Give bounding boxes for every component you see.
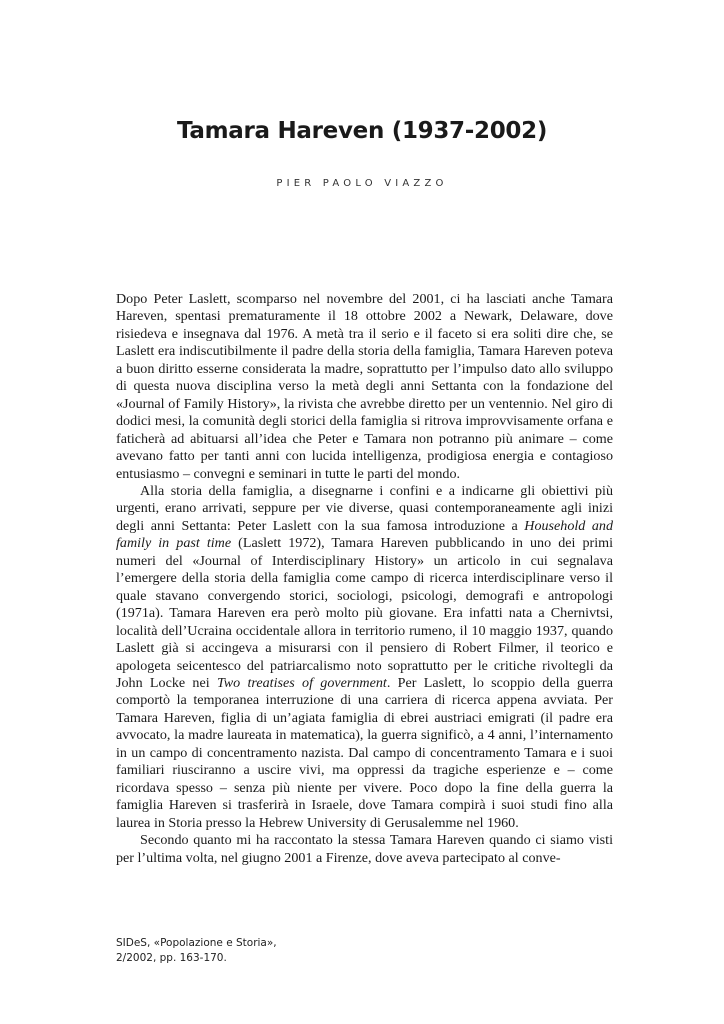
paragraph bbox=[116, 832, 613, 867]
paragraph-text: . Per Laslett, lo scoppio della guerra comportò la temporanea interruzione di una carriera di ricerca appena avviata. Per Tamara Hareven, figlia di un’agiata famiglia di ebrei austriaci emigrati (il padre era avvocato, la madre laureata in matematica), la guerra significò, a 4 anni, l’internamento in un campo di concentramento nazista. Dal campo di concentramento Tamara e i suoi familiari riusciranno a uscire vivi, ma oppressi da tragiche esperienze e – come ricordava spesso – senza più niente per vivere. Poco dopo la fine della guerra la famiglia Hareven si trasferirà in Israele, dove Tamara compirà i suoi studi fino alla laurea in Storia presso la Hebrew University di Gerusalemme nel 1960. bbox=[116, 674, 613, 831]
book-title-italic: Household and family in past time bbox=[116, 517, 613, 552]
paragraph-text: (Laslett 1972), Tamara Hareven pubblicando in uno dei primi numeri del «Journal of Interdisciplinary History» un articolo in cui segnalava l’emergere della storia della famiglia come campo di ricerca interdisciplinare verso il quale stavano convergendo storici, sociologi, psicologi, demografi e antropologi (1971a). Tamara Hareven era però molto più giovane. Era infatti nata a Chernivtsi, località dell’Ucraina occidentale allora in territorio rumeno, il 10 maggio 1937, quando Laslett già si accingeva a misurarsi con il pensiero di Robert Filmer, il teorico e apologeta seicentesco del patriarcalismo noto soprattutto per le critiche rivoltegli da John Locke nei bbox=[116, 535, 613, 691]
citation-footer bbox=[116, 936, 277, 966]
citation-journal: SIDeS, «Popolazione e Storia», bbox=[116, 937, 277, 949]
paragraph-text: Secondo quanto mi ha raccontato la stessa Tamara Hareven quando ci siamo visti per l’ultima volta, nel giugno 2001 a Firenze, dove aveva partecipato al conve- bbox=[116, 832, 613, 866]
paragraph-text: Alla storia della famiglia, a disegnarne i confini e a indicarne gli obiettivi più urgenti, erano arrivati, seppure per vie diverse, quasi contemporaneamente agli inizi degli anni Settanta: Peter Laslett con la sua famosa introduzione a bbox=[116, 482, 613, 534]
paragraph bbox=[116, 483, 613, 832]
article-body bbox=[116, 291, 613, 867]
paragraph bbox=[116, 291, 613, 483]
paragraph-text: Dopo Peter Laslett, scomparso nel novembre del 2001, ci ha lasciati anche Tamara Hareven, spentasi prematuramente il 18 ottobre 2002 a Newark, Delaware, dove risiedeva e insegnava dal 1976. A metà tra il serio e il faceto si era soliti dire che, se Laslett era indiscutibilmente il padre della storia della famiglia, Tamara Hareven poteva a buon diritto esserne considerata la madre, soprattutto per l’impulso dato allo sviluppo di questa nuova disciplina verso la metà degli anni Settanta con la fondazione del «Journal of Family History», la rivista che avrebbe diretto per un ventennio. Nel giro di dodici mesi, la comunità degli storici della famiglia si ritrova improvvisamente orfana e faticherà ad abituarsi all’idea che Peter e Tamara non potranno più animare – come avevano fatto per tanti anni con lucida intelligenza, prodigiosa energia e contagioso entusiasmo – convegni e seminari in tutte le parti del mondo. bbox=[116, 291, 613, 482]
book-title-italic: Two treatises of government bbox=[216, 674, 387, 691]
article-author: PIER PAOLO VIAZZO bbox=[276, 178, 448, 189]
article-title: Tamara Hareven (1937-2002) bbox=[176, 118, 548, 144]
citation-pages: 2/2002, pp. 163-170. bbox=[116, 952, 227, 964]
